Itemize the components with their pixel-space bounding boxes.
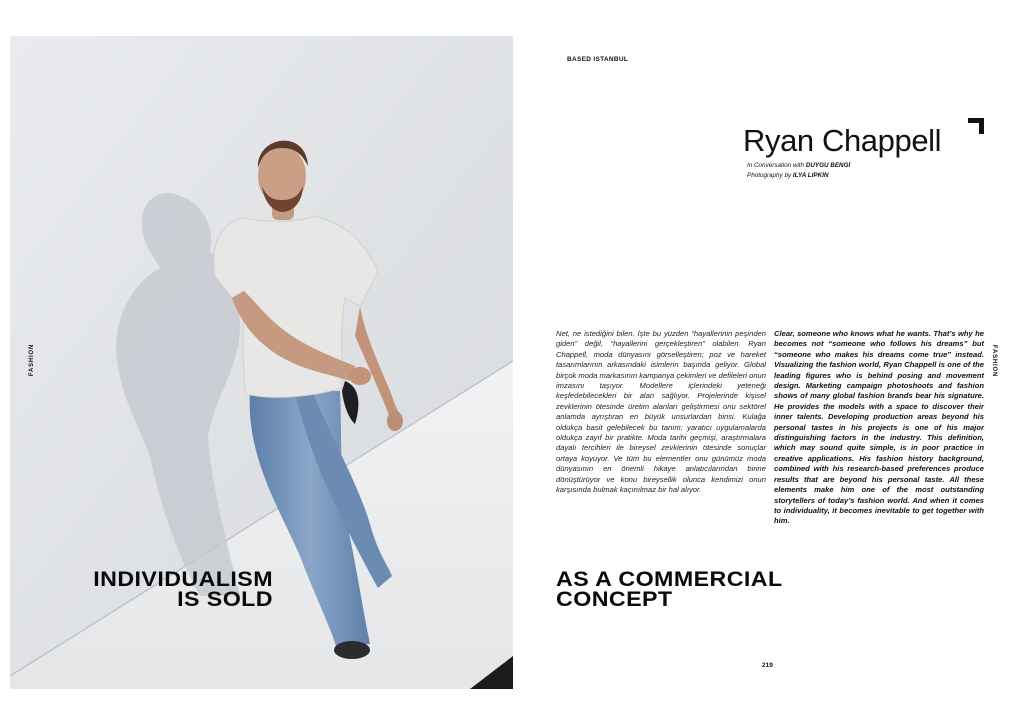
article-title: Ryan Chappell [743,123,942,158]
section-label-right: FASHION [991,344,998,378]
right-hand [387,411,403,431]
section-label-left: FASHION [29,343,36,377]
headline-left-line-1: INDIVIDUALISM [93,567,274,591]
headline-right [556,569,783,609]
photo-credit-prefix: Photography by [747,171,793,179]
page-number: 219 [762,662,773,669]
article-credits [747,161,850,180]
headline-left-line-2: IS SOLD [177,587,273,611]
body-text-english: Clear, someone who knows what he wants. That’s why he becomes not “someone who follows his dreams” but “someone who makes his dreams come true” instead. Visualizing the fashion world, Ryan Chappell is one of the leading figures who is behind posing and movement design. Marketing campaign photoshoots and fashion shows of many global fashion brands bear his signature. He provides the models with a space to discover their inner talents. Developing production areas beyond his personal tastes in his projects is one of his major distinguishing factors in the industry. This definition, which may sound quite simple, is in poor practice in creative applications. His fashion history background, combined with his research-based preferences produce results that are beyond his personal taste. All these elements make him one of the most outstanding storytellers of today’s fashion world. And when it comes to individuality, it becomes inevitable to get together with him. [774,329,984,526]
headline-left [11,569,273,609]
photo-credit [747,171,850,181]
kicker: BASED ISTANBUL [567,56,629,63]
corner-bracket-mark [968,118,984,134]
shoe [334,641,370,659]
photographer-name: ILYA LIPKIN [792,171,829,179]
interview-credit-prefix: In Conversation with [747,162,806,169]
headline-right-line-1: AS A COMMERCIAL [556,567,783,591]
headline-right-line-2: CONCEPT [556,587,673,611]
interview-credit [747,161,850,171]
left-hand [349,367,371,385]
interviewer-name: DUYGU BENGİ [805,162,851,169]
body-text-turkish: Net, ne istediğini bilen. İşte bu yüzden “hayallerinin peşinden giden” değil, “hayallerini gerçekleştiren” olabilen. Ryan Chappell, moda dünyasını görselleştiren; poz ve hareket tasarımlarının arkasındaki isimlerin başında geliyor. Global birçok moda markasının kampanya çekimleri ve defileleri onun imzasını taşıyor. Modellere içlerindeki yeteneği keşfedebilecekleri bir alan sağlıyor. Projelerinde kişisel zevklerinin ötesinde üretim alanları geliştirmesi onu sektörel anlamda ayrıştıran en büyük unsurlardan birisi. Kulağa oldukça basit gelebilecek bu tanım; yaratıcı uygulamalarda oldukça zayıf bir pratikte. Moda tarihi geçmişi, araştırmalara dayalı tercihleri ile bireysel zevklerinin ötesinde sonuçlar ortaya koyuyor. Ve tüm bu elementler onu günümüz moda dünyasının en önemli hikaye anlatıcılarından birine dönüştürüyor ve konu bireysellik olunca kendimizi onun karşısında bulmak kaçınılmaz bir hal alıyor. [556,329,766,495]
